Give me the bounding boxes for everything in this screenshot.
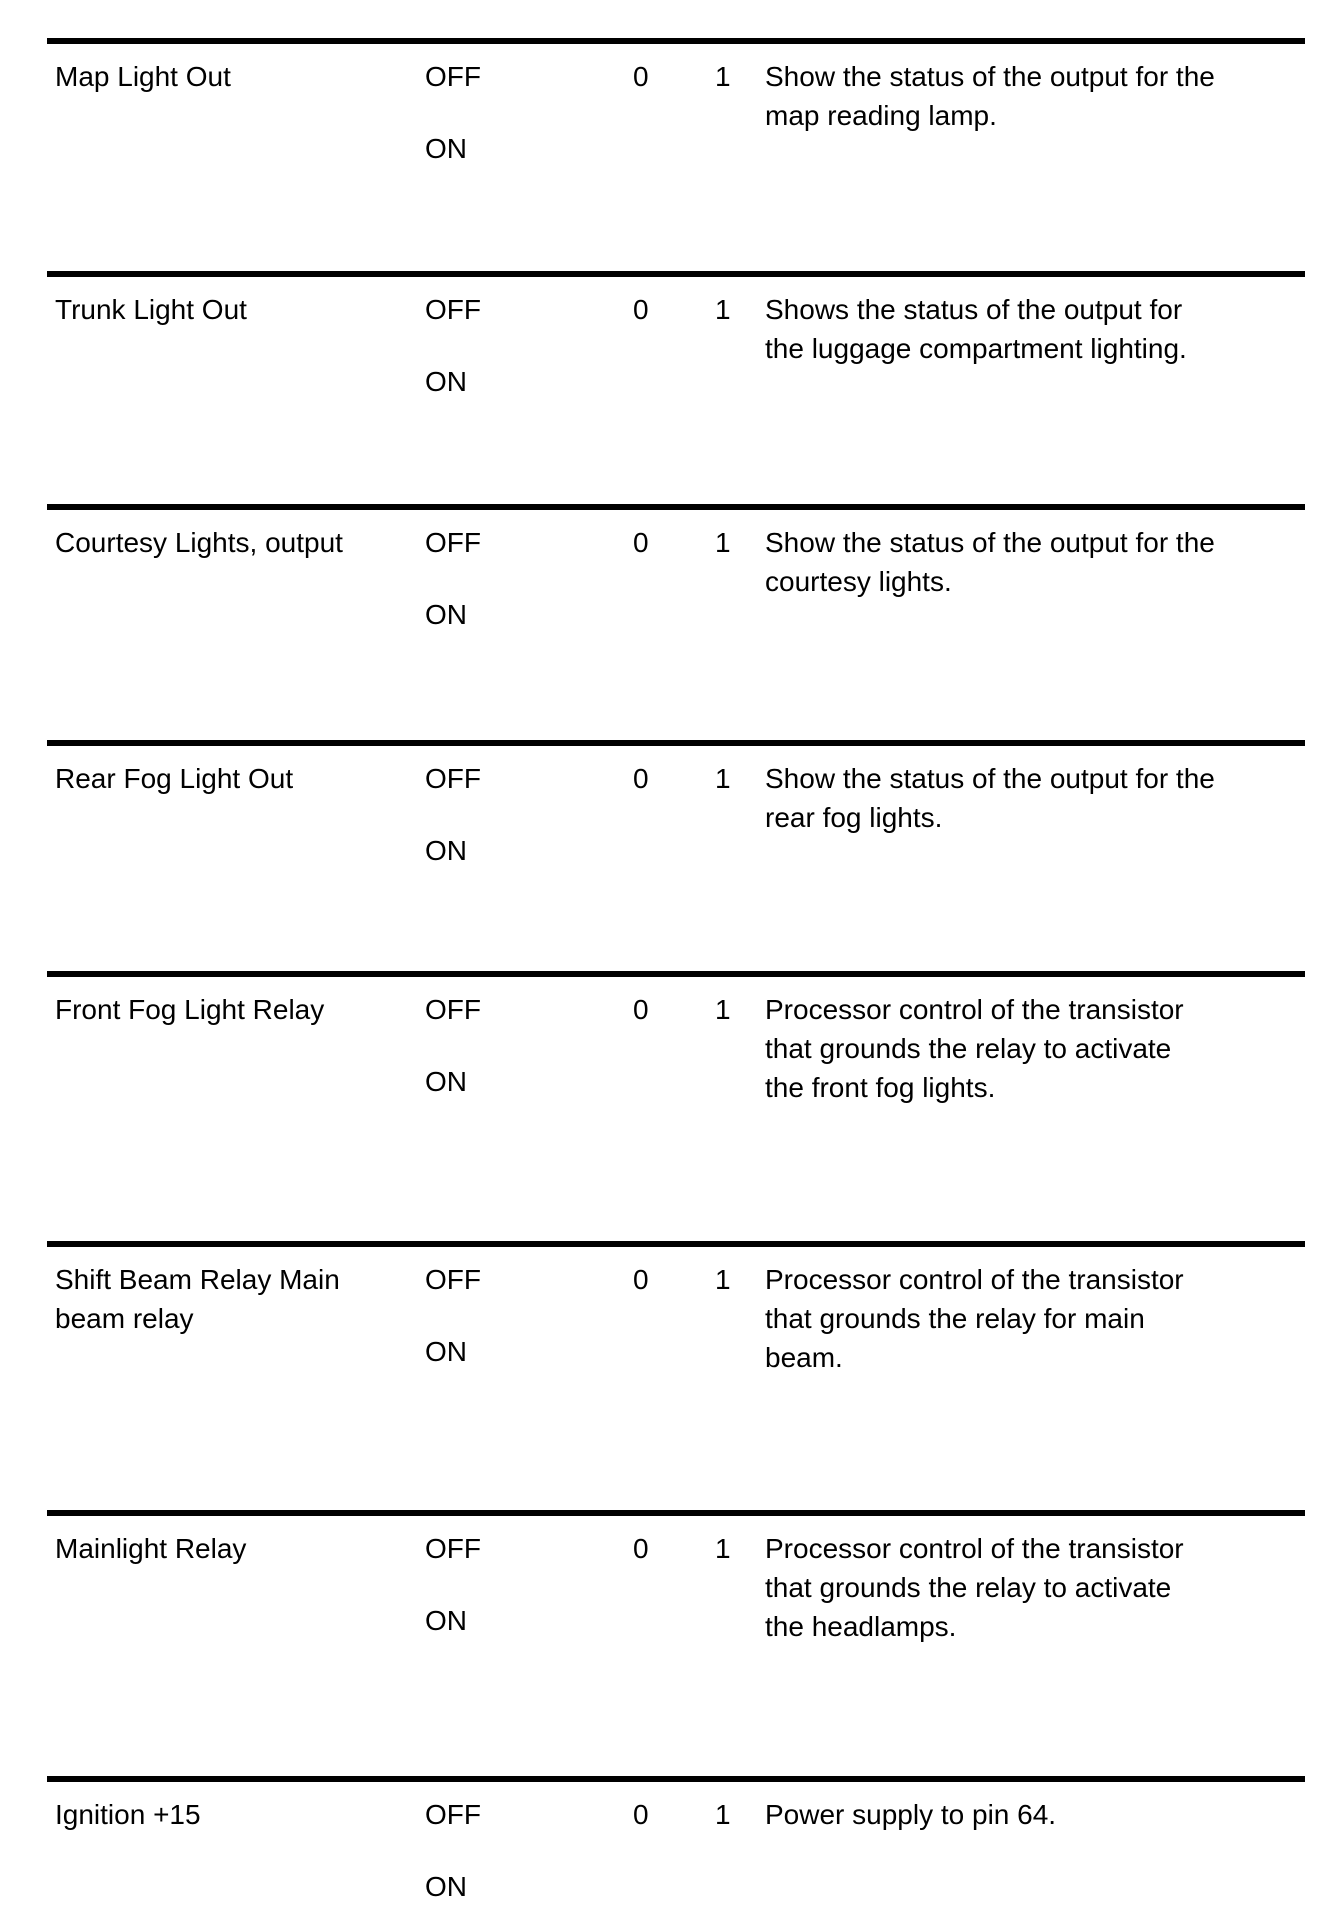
description: Power supply to pin 64.: [765, 1799, 1057, 1830]
state-cell: [425, 759, 625, 971]
state-cell: [425, 1529, 625, 1776]
state-on: ON: [425, 599, 467, 630]
bit-value-1: 1: [715, 763, 731, 794]
item-label: Map Light Out: [55, 61, 231, 92]
bit-value-0: 0: [633, 527, 649, 558]
description: Processor control of the transistor that grounds the relay for main beam.: [765, 1264, 1184, 1373]
table-row: [47, 1510, 1305, 1776]
state-cell: [425, 990, 625, 1241]
bit-value-0: 0: [633, 294, 649, 325]
item-label: Ignition +15: [55, 1799, 201, 1830]
state-off: OFF: [425, 61, 481, 92]
table-row: [47, 740, 1305, 971]
state-off: OFF: [425, 294, 481, 325]
description: Show the status of the output for the map reading lamp.: [765, 61, 1215, 131]
state-off: OFF: [425, 994, 481, 1025]
bit-value-1: 1: [715, 994, 731, 1025]
state-cell: [425, 290, 625, 504]
item-label: Mainlight Relay: [55, 1533, 247, 1564]
table-row: [47, 504, 1305, 740]
bit-value-1: 1: [715, 294, 731, 325]
description: Processor control of the transistor that grounds the relay to activate the headlamps.: [765, 1533, 1184, 1642]
bit-value-1: 1: [715, 1533, 731, 1564]
description: Show the status of the output for the courtesy lights.: [765, 527, 1215, 597]
state-on: ON: [425, 133, 467, 164]
item-label: Front Fog Light Relay: [55, 994, 325, 1025]
state-off: OFF: [425, 527, 481, 558]
bit-value-0: 0: [633, 994, 649, 1025]
item-label: Shift Beam Relay Main beam relay: [55, 1264, 340, 1334]
bit-value-1: 1: [715, 61, 731, 92]
state-on: ON: [425, 366, 467, 397]
bit-value-0: 0: [633, 763, 649, 794]
table-row: [47, 1776, 1305, 1922]
description: Show the status of the output for the rear fog lights.: [765, 763, 1215, 833]
bit-value-1: 1: [715, 527, 731, 558]
state-on: ON: [425, 1336, 467, 1367]
item-label: Rear Fog Light Out: [55, 763, 294, 794]
table-row: [47, 38, 1305, 271]
state-on: ON: [425, 1605, 467, 1636]
state-off: OFF: [425, 1264, 481, 1295]
item-label: Trunk Light Out: [55, 294, 247, 325]
state-off: OFF: [425, 763, 481, 794]
state-cell: [425, 1260, 625, 1510]
bit-value-0: 0: [633, 1264, 649, 1295]
state-cell: [425, 57, 625, 271]
bit-value-0: 0: [633, 61, 649, 92]
state-off: OFF: [425, 1799, 481, 1830]
state-on: ON: [425, 1066, 467, 1097]
description: Shows the status of the output for the luggage compartment lighting.: [765, 294, 1187, 364]
state-cell: [425, 523, 625, 740]
signal-status-table: [47, 38, 1305, 1922]
state-on: ON: [425, 1871, 467, 1902]
bit-value-0: 0: [633, 1799, 649, 1830]
bit-value-1: 1: [715, 1799, 731, 1830]
state-off: OFF: [425, 1533, 481, 1564]
state-on: ON: [425, 835, 467, 866]
description: Processor control of the transistor that grounds the relay to activate the front fog lights.: [765, 994, 1184, 1103]
table-row: [47, 971, 1305, 1241]
table-row: [47, 271, 1305, 504]
item-label: Courtesy Lights, output: [55, 527, 343, 558]
table-row: [47, 1241, 1305, 1510]
bit-value-1: 1: [715, 1264, 731, 1295]
bit-value-0: 0: [633, 1533, 649, 1564]
state-cell: [425, 1795, 625, 1922]
